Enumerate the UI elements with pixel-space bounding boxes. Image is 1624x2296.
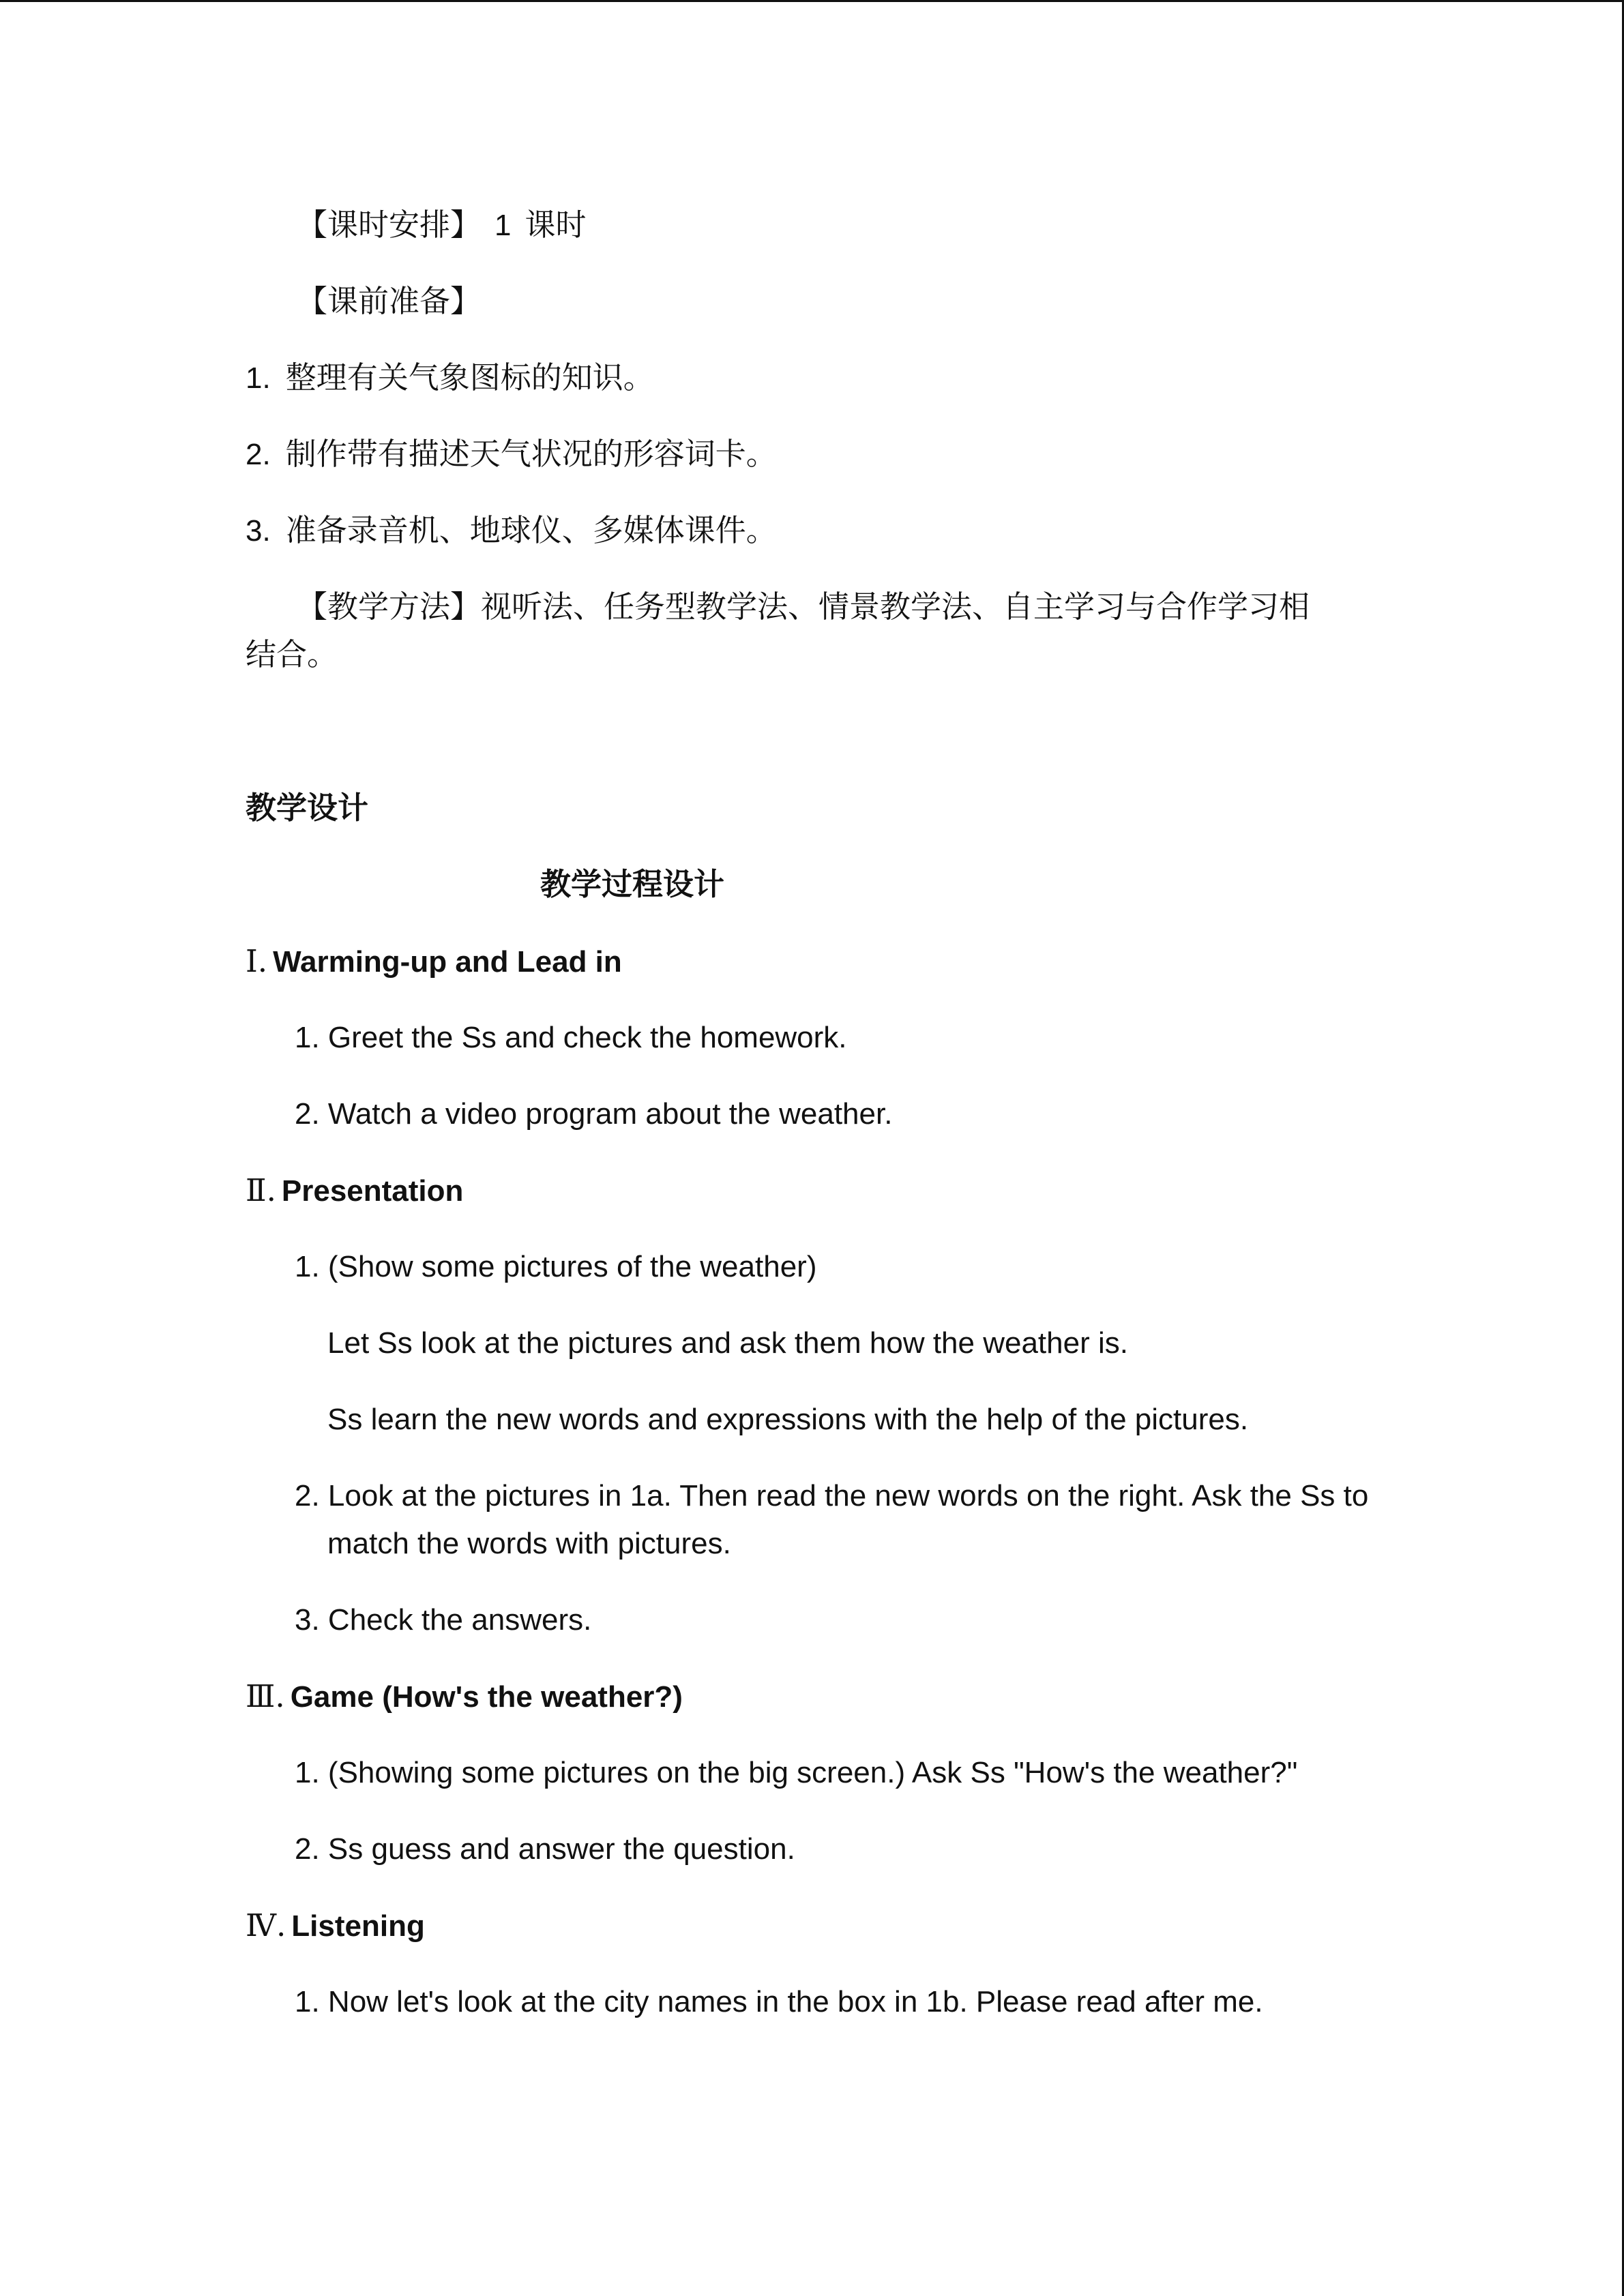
section-heading bbox=[246, 941, 622, 983]
section-numeral: Ⅱ. bbox=[246, 1172, 276, 1208]
prep-item bbox=[246, 434, 777, 475]
schedule-label: 【课时安排】 bbox=[297, 207, 482, 243]
section-title: Game (How's the weather?) bbox=[290, 1680, 683, 1714]
section-numeral: Ⅰ. bbox=[246, 943, 268, 979]
list-item: 1. Greet the Ss and check the homework. bbox=[295, 1021, 847, 1054]
design-heading: 教学设计 bbox=[246, 790, 369, 826]
section-heading bbox=[246, 1170, 463, 1212]
prep-item bbox=[246, 510, 777, 552]
section-title: Presentation bbox=[281, 1174, 464, 1208]
prep-item bbox=[246, 357, 654, 399]
process-title: 教学过程设计 bbox=[540, 866, 725, 902]
section-title: Warming-up and Lead in bbox=[273, 945, 622, 979]
section-title: Listening bbox=[291, 1909, 425, 1943]
page-top-border bbox=[0, 0, 1624, 2]
list-item-continuation: Let Ss look at the pictures and ask them how the weather is. bbox=[327, 1326, 1128, 1360]
teaching-method-line2: 结合。 bbox=[246, 636, 338, 672]
prep-item-number: 1. bbox=[246, 361, 271, 395]
prep-label: 【课前准备】 bbox=[297, 283, 482, 319]
prep-item-number: 3. bbox=[246, 514, 271, 548]
list-item: 1. (Showing some pictures on the big screen.) Ask Ss "How's the weather?" bbox=[295, 1756, 1298, 1789]
section-heading bbox=[246, 1905, 425, 1947]
schedule-unit: 课时 bbox=[525, 207, 587, 243]
list-item: 2. Watch a video program about the weather. bbox=[295, 1097, 893, 1131]
section-heading bbox=[246, 1676, 683, 1718]
list-item-continuation: match the words with pictures. bbox=[327, 1527, 731, 1560]
list-item: 1. Now let's look at the city names in the box in 1b. Please read after me. bbox=[295, 1985, 1263, 2018]
list-item: 2. Ss guess and answer the question. bbox=[295, 1832, 795, 1866]
section-numeral: Ⅲ. bbox=[246, 1678, 285, 1714]
list-item: 3. Check the answers. bbox=[295, 1603, 592, 1637]
list-item-continuation: Ss learn the new words and expressions with the help of the pictures. bbox=[327, 1403, 1249, 1436]
teaching-method-line1: 【教学方法】视听法、任务型教学法、情景教学法、自主学习与合作学习相 bbox=[297, 588, 1310, 625]
section-numeral: Ⅳ. bbox=[246, 1907, 286, 1943]
prep-item-number: 2. bbox=[246, 438, 271, 471]
prep-item-text: 准备录音机、地球仪、多媒体课件。 bbox=[285, 512, 777, 548]
list-item: 2. Look at the pictures in 1a. Then read the new words on the right. Ask the Ss to bbox=[295, 1479, 1369, 1512]
schedule-number: 1 bbox=[494, 209, 512, 242]
prep-item-text: 整理有关气象图标的知识。 bbox=[285, 359, 654, 396]
schedule-line bbox=[297, 205, 587, 246]
list-item: 1. (Show some pictures of the weather) bbox=[295, 1250, 817, 1283]
prep-item-text: 制作带有描述天气状况的形容词卡。 bbox=[285, 436, 777, 472]
